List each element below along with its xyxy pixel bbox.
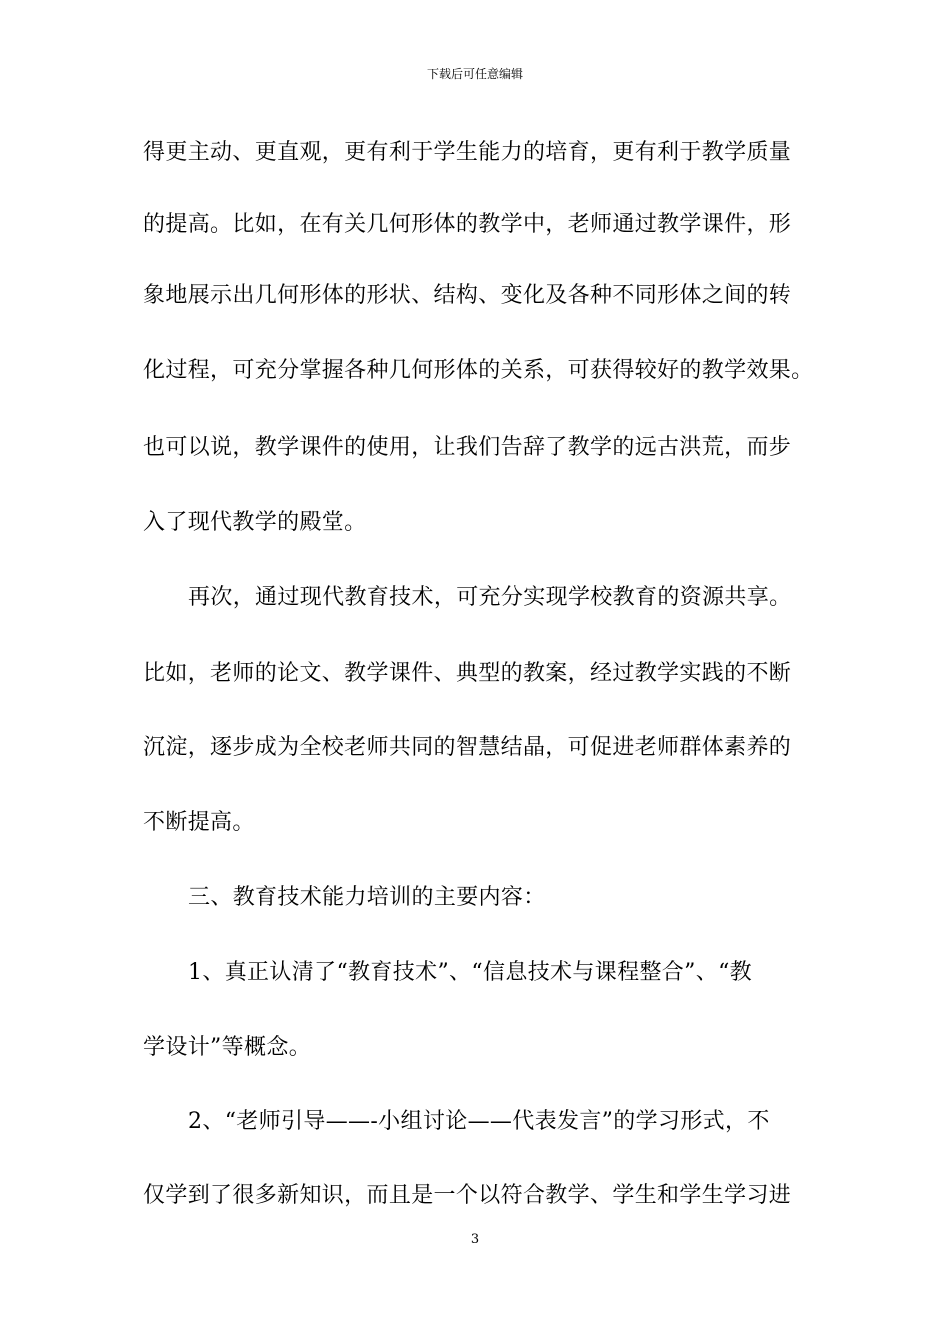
paragraph-line: 1、真正认清了“教育技术”、“信息技术与课程整合”、“教 [188, 960, 753, 985]
paragraph-line: 比如，老师的论文、教学课件、典型的教案，经过教学实践的不断 [143, 661, 792, 686]
paragraph-line: 化过程，可充分掌握各种几何形体的关系，可获得较好的教学效果。 [143, 358, 814, 383]
paragraph-line: 得更主动、更直观，更有利于学生能力的培育，更有利于教学质量 [143, 140, 792, 165]
paragraph-line: 也可以说，教学课件的使用，让我们告辞了教学的远古洪荒，而步 [143, 435, 792, 460]
paragraph-line: 学设计”等概念。 [143, 1035, 312, 1060]
page-number: 3 [470, 1232, 480, 1247]
paragraph-line: 再次，通过现代教育技术，可充分实现学校教育的资源共享。 [188, 585, 792, 610]
paragraph-line: 不断提高。 [143, 810, 255, 835]
paragraph-line: 沉淀，逐步成为全校老师共同的智慧结晶，可促进老师群体素养的 [143, 735, 792, 760]
paragraph-line: 入了现代教学的殿堂。 [143, 510, 367, 535]
paragraph-line: 2、“老师引导——-小组讨论——代表发言”的学习形式，不 [188, 1109, 770, 1134]
paragraph-line: 的提高。比如，在有关几何形体的教学中，老师通过教学课件，形 [143, 212, 792, 237]
section-heading: 三、教育技术能力培训的主要内容： [188, 885, 546, 910]
paragraph-line: 象地展示出几何形体的形状、结构、变化及各种不同形体之间的转 [143, 283, 792, 308]
page-header: 下载后可任意编辑 [426, 67, 523, 81]
paragraph-line: 仅学到了很多新知识，而且是一个以符合教学、学生和学生学习进 [143, 1183, 792, 1208]
